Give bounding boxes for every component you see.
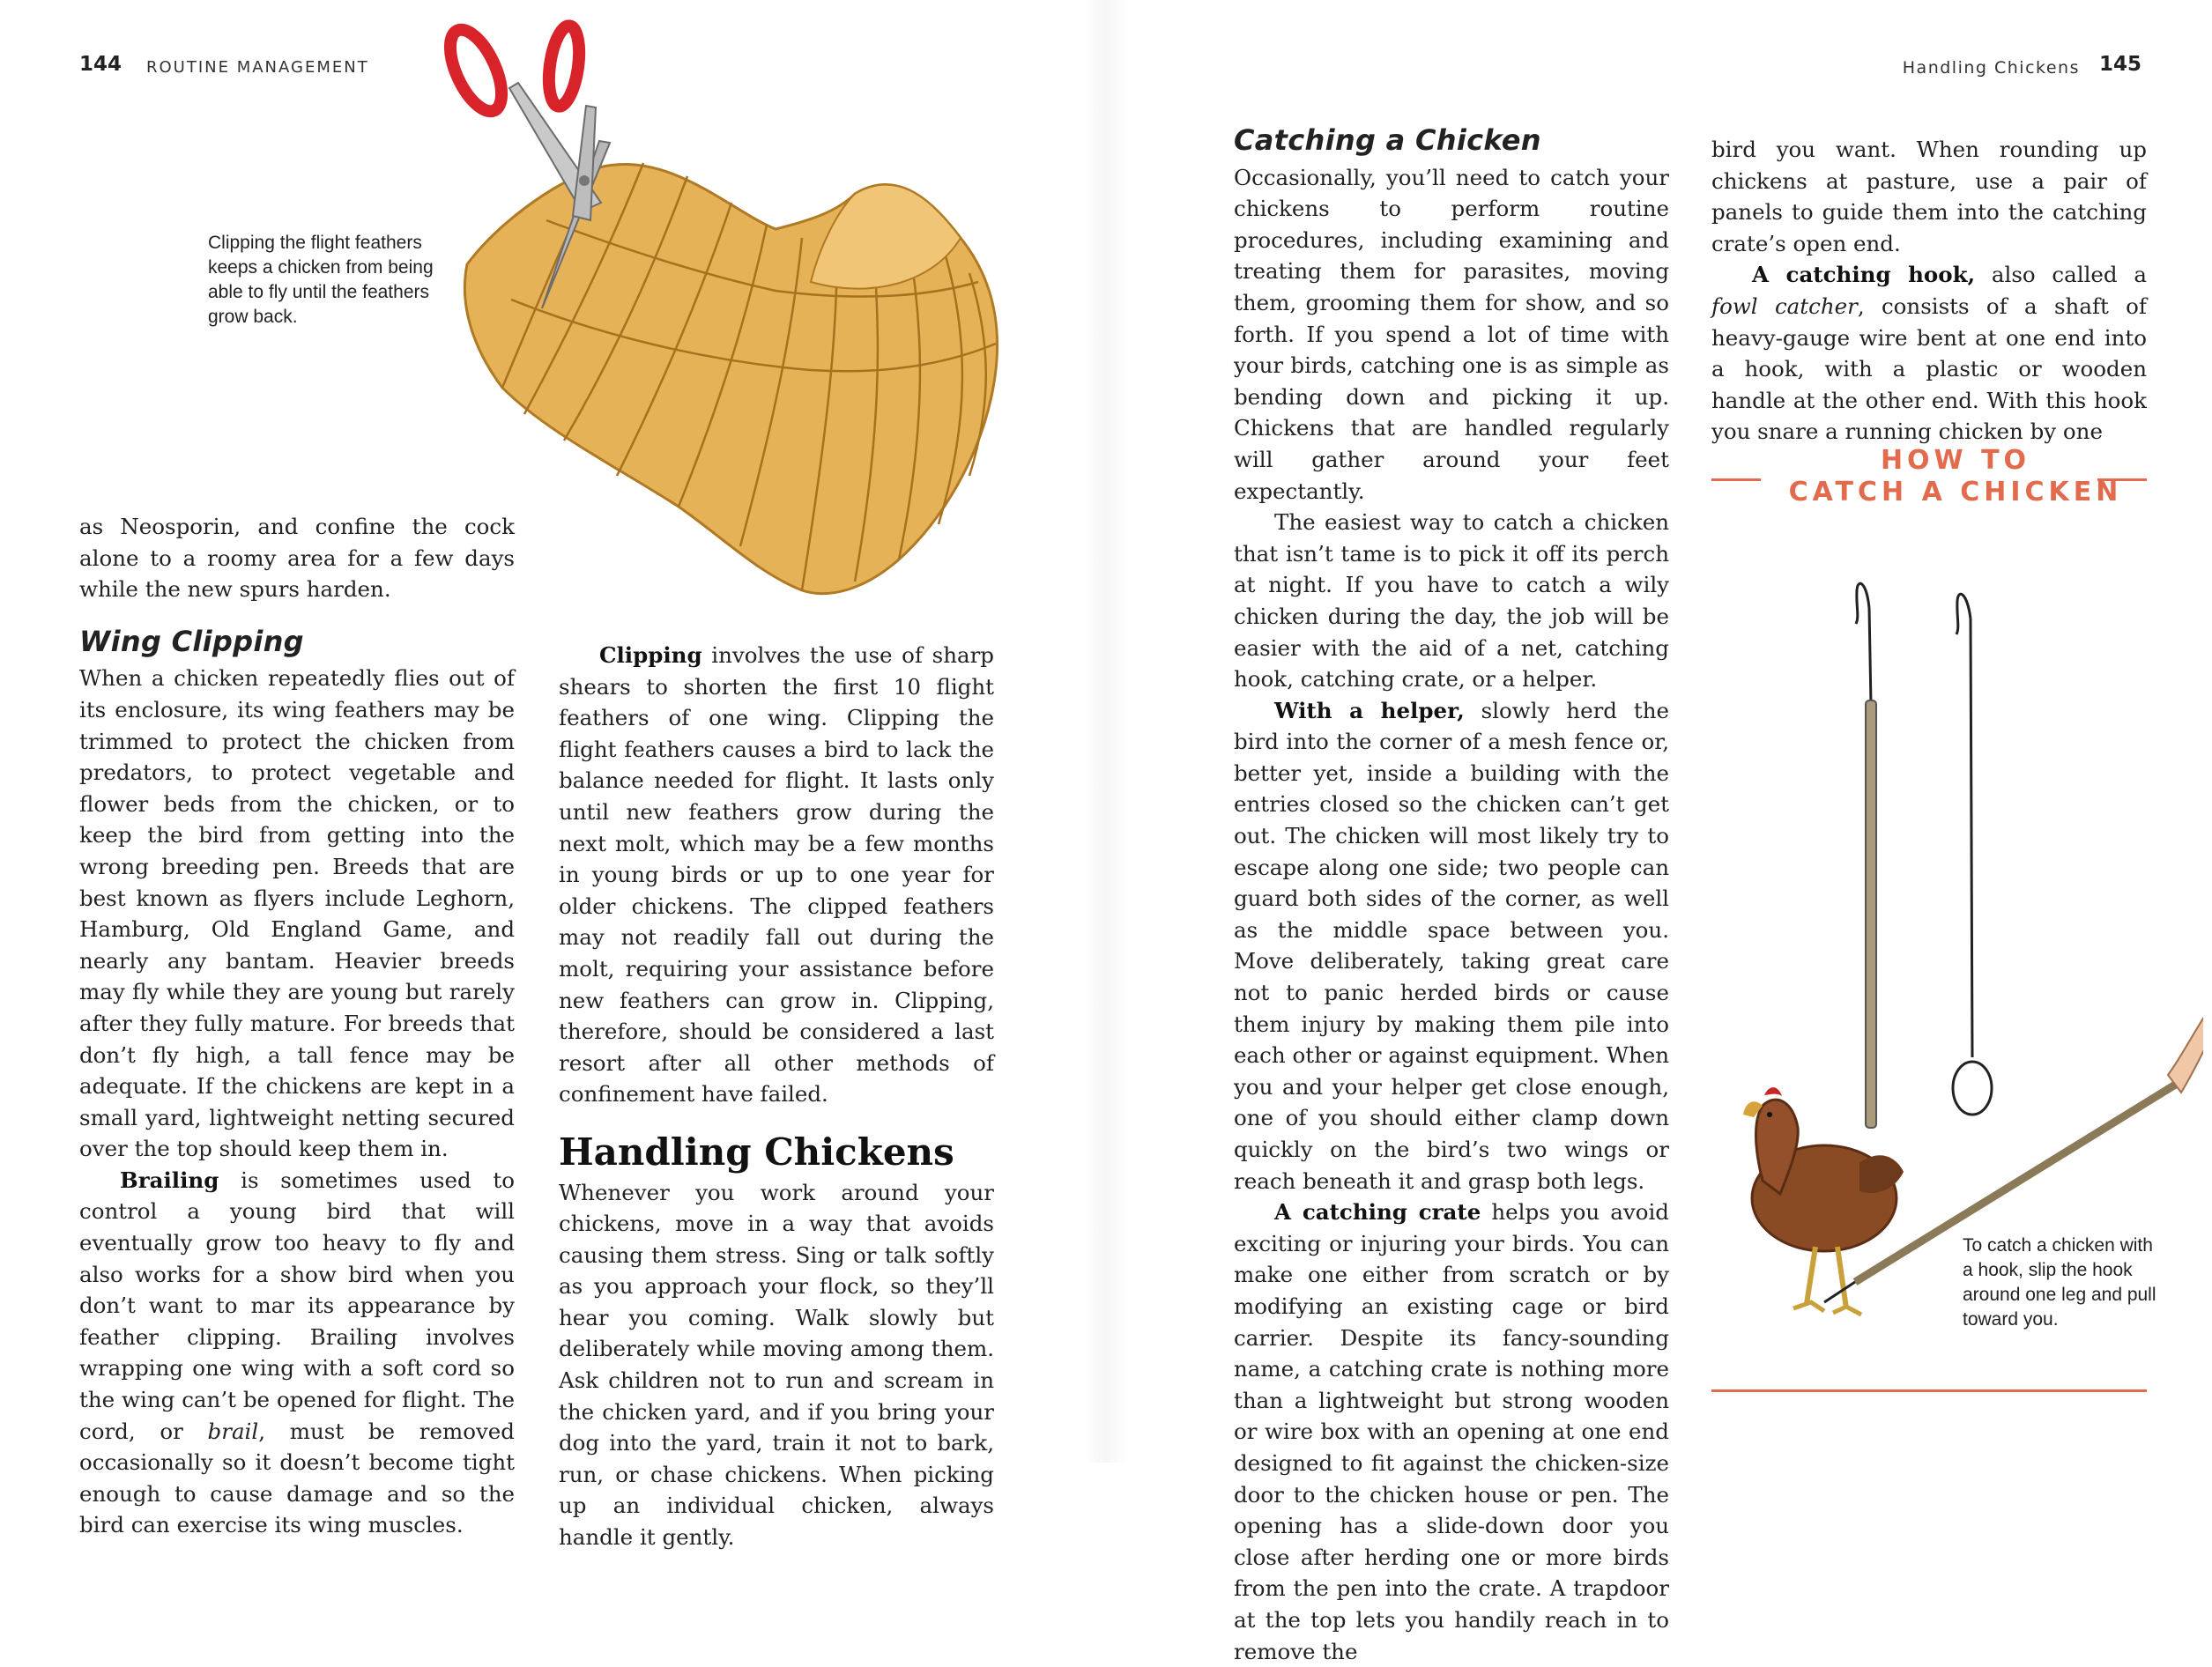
catching-hook-illustration	[1727, 564, 2203, 1339]
left-column-2	[559, 640, 994, 1553]
brailing-paragraph	[79, 1165, 515, 1541]
catching-heading: Catching a Chicken	[1234, 123, 1541, 157]
hook-figure-caption: To catch a chicken with a hook, slip the hook around one leg and pull toward you.	[1963, 1235, 2156, 1330]
running-head-left: ROUTINE MANAGEMENT	[146, 58, 369, 77]
hook-paragraph	[1711, 259, 2147, 448]
helper-text: slowly herd the bird into the corner of a mesh fence or, better yet, inside a building with the entries closed so the chicken can’t get out. The chicken will most likely try to escape along one side; two people can guard both sides of the corner, as well as the middle space between you. Move deliberately, taking great care not to panic herded birds or cause them injury by making them pile into each other or against equipment. When you and your helper get close enough, one of you should either clamp down quickly on the bird’s two wings or reach beneath it and grasp both legs.	[1234, 697, 1669, 1194]
clipping-paragraph	[559, 640, 994, 1110]
handling-paragraph: Whenever you work around your chickens, move in a way that avoids causing them stress. Sing or talk softly as you approach your flock, so they’ll hear you coming. Walk slowly but deliberately while moving among them. Ask children not to run and scream in the chicken yard, and if you bring your dog into the yard, train it not to bark, run, or chase chickens. When picking up an individual chicken, always handle it gently.	[559, 1179, 994, 1551]
brailing-term: Brailing	[120, 1167, 219, 1193]
crate-paragraph	[1234, 1197, 1669, 1667]
crate-term: A catching crate	[1274, 1199, 1481, 1226]
wing-figure-caption: Clipping the flight feathers keeps a chicken from being able to fly until the feathers grow back.	[208, 233, 434, 327]
brail-italic: brail	[207, 1418, 259, 1444]
hook-term: A catching hook,	[1752, 262, 1976, 288]
hook-tool-handle	[1856, 583, 1876, 1128]
wing-clipping-heading: Wing Clipping	[79, 624, 304, 658]
clipping-term: Clipping	[599, 642, 702, 668]
sidebar-bottom-rule	[1711, 1389, 2147, 1392]
right-column-1	[1234, 125, 1669, 1667]
page-number-right: 145	[2098, 53, 2141, 76]
running-head-right: Handling Chickens	[1902, 58, 2080, 78]
crate-text: helps you avoid exciting or injuring your birds. You can make one either from scratch or by modifying an existing cage or bird carrier. Despite its fancy-sounding name, a catching crate is nothing more than a lightweight but strong wooden or wire box with an opening at one end designed to fit against the chicken-size door to the chicken house or pen. The opening has a slide-down door you close after herding one or more birds from the pen into the crate. A trapdoor at the top lets you handily reach in to remove the	[1234, 1199, 1669, 1664]
hook-tool-loop	[1953, 594, 1992, 1115]
left-column-1	[79, 511, 515, 1541]
clipping-text: involves the use of sharp shears to shorten the first 10 flight feathers of one wing. Clipping the flight feathers causes a bird to lack the balance needed for flight. It lasts only until new feathers grow during the next molt, which may be a few months in young birds or up to one year for older chickens. The clipped feathers may not readily fall out during the molt, requiring your assistance before new feathers can grow in. Clipping, therefore, should be considered a last resort after all other methods of confinement have failed.	[559, 642, 994, 1108]
how-to-line-1: HOW TO	[1880, 445, 2031, 476]
brailing-text-b: , must be removed occasionally so it doesn’t become tight enough to cause damage and so the bird can exercise its wing muscles.	[79, 1418, 515, 1538]
hook-text-a: also called a	[1975, 262, 2147, 288]
intro-paragraph: as Neosporin, and confine the cock alone to a roomy area for a few days while the new spurs harden.	[79, 514, 515, 603]
right-column-2	[1711, 134, 2147, 448]
helper-paragraph	[1234, 695, 1669, 1197]
catching-paragraph-1: Occasionally, you’ll need to catch your chickens to perform routine procedures, including examining and treating them for parasites, moving them, grooming them for show, and so forth. If you spend a lot of time with your birds, catching one is as simple as bending down and picking it up. Chickens that are handled regularly will gather around your feet expectantly.	[1234, 164, 1669, 504]
fowl-catcher-italic: fowl catcher	[1711, 293, 1858, 319]
catching-paragraph-2: The easiest way to catch a chicken that isn’t tame is to pick it off its perch at night. If you have to catch a wily chicken during the day, the job will be easier with the aid of a net, catching hook, catching crate, or a helper.	[1234, 509, 1669, 693]
chicken-illustration	[1743, 1087, 1904, 1315]
how-to-line-2: CATCH A CHICKEN	[1788, 477, 2123, 508]
how-to-title	[1755, 445, 2156, 508]
sidebar-rule-left	[1711, 478, 1761, 481]
wing-clipping-paragraph: When a chicken repeatedly flies out of its enclosure, its wing feathers may be trimmed to protect the chicken from predators, to protect vegetable and flower beds from the chicken, or to keep the bird from getting into the wrong breeding pen. Breeds that are best known as flyers include Leghorn, Hamburg, Old England Game, and nearly any bantam. Heavier breeds may fly while they are young but rarely after they fully mature. For breeds that don’t fly high, a tall fence may be adequate. If the chickens are kept in a small yard, lightweight netting secured over the top should keep them in.	[79, 665, 515, 1162]
wing-illustration	[464, 163, 997, 594]
handling-chickens-heading: Handling Chickens	[559, 1130, 954, 1174]
brailing-text-a: is sometimes used to control a young bird that will eventually grow too heavy to fly and also works for a show bird when you don’t want to mar its appearance by feather clipping. Brailing involves wrapping one wing with a soft cord so the wing can’t be opened for flight. The cord, or	[79, 1167, 515, 1444]
crate-continued-paragraph: bird you want. When rounding up chickens at pasture, use a pair of panels to guide them into the catching crate’s open end.	[1711, 137, 2147, 256]
wing-clipping-illustration	[441, 18, 1005, 599]
page-number-left: 144	[79, 53, 122, 76]
hook-text-b: , consists of a shaft of heavy-gauge wire bent at one end into a hook, with a plastic or wooden handle at the other end. With this hook you snare a running chicken by one	[1711, 293, 2147, 445]
page-gutter	[1084, 0, 1128, 1463]
helper-term: With a helper,	[1274, 697, 1465, 723]
